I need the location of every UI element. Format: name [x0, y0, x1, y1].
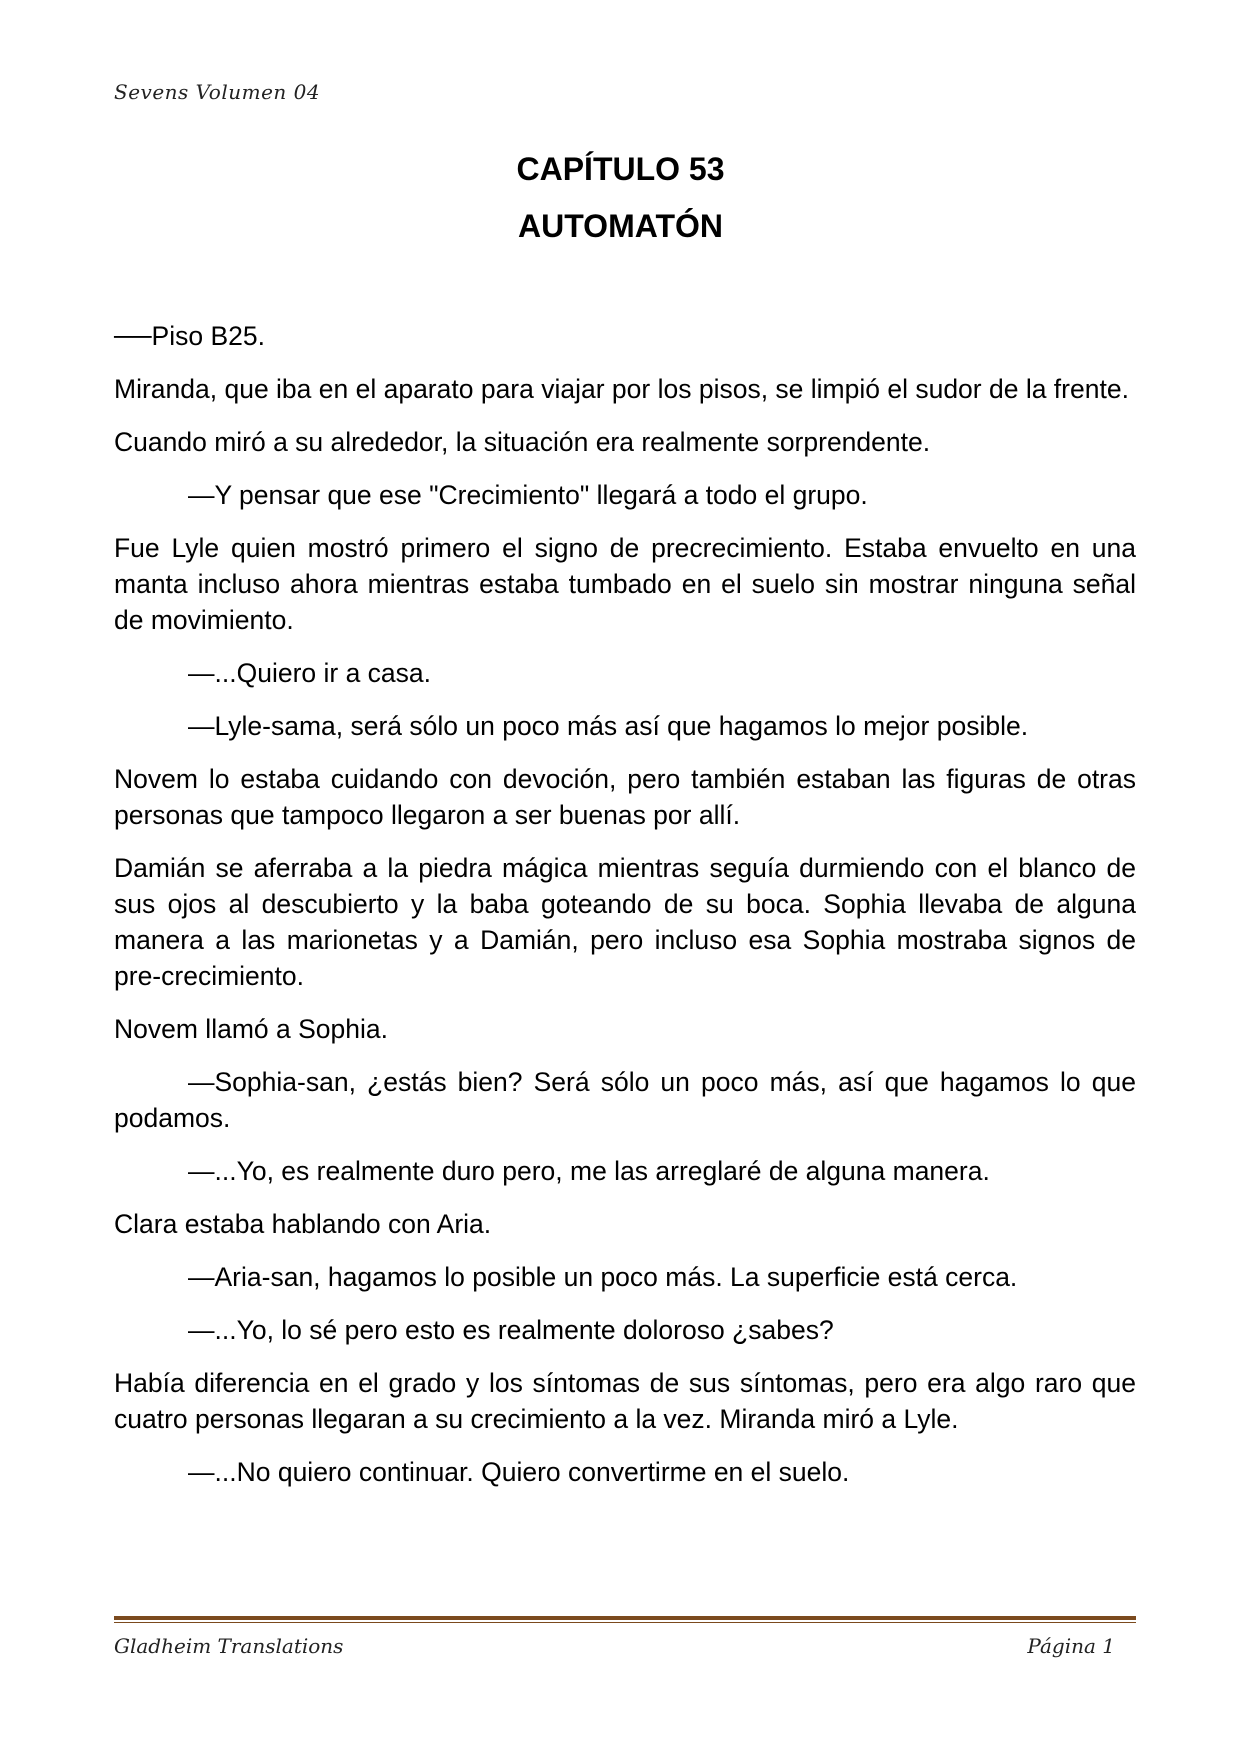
chapter-number: CAPÍTULO 53	[516, 151, 725, 187]
dialogue-line: —Lyle-sama, será sólo un poco más así que hagamos lo mejor posible.	[188, 711, 1029, 741]
dialogue-line: —...Quiero ir a casa.	[188, 658, 432, 688]
footer-divider-thick	[114, 1616, 1136, 1620]
paragraph: Clara estaba hablando con Aria.	[114, 1209, 492, 1239]
paragraph: Miranda, que iba en el aparato para viajar por los pisos, se limpió el sudor de la frente.	[114, 374, 1129, 404]
paragraph: ──Piso B25.	[114, 321, 265, 351]
chapter-title: AUTOMATÓN	[517, 208, 723, 244]
footer-divider-thin	[114, 1622, 1136, 1623]
dialogue-line: —Aria-san, hagamos lo posible un poco más. La superficie está cerca.	[188, 1262, 1018, 1292]
footer-credit: Gladheim Translations	[114, 1634, 344, 1658]
paragraph: Cuando miró a su alrededor, la situación era realmente sorprendente.	[114, 427, 931, 457]
paragraph: Damián se aferraba a la piedra mágica mientras seguía durmiendo con el blanco de sus ojos al descubierto y la baba goteando de su boca. Sophia llevaba de alguna manera a las marionetas y a Damián, pero incluso esa Sophia mostraba signos de pre-crecimiento.	[114, 853, 1136, 991]
paragraph: Había diferencia en el grado y los síntomas de sus síntomas, pero era algo raro que cuatro personas llegaran a su crecimiento a la vez. Miranda miró a Lyle.	[114, 1368, 1136, 1434]
dialogue-line: —...No quiero continuar. Quiero convertirme en el suelo.	[188, 1457, 850, 1487]
page-number: Página 1	[1027, 1634, 1115, 1658]
paragraph: Novem lo estaba cuidando con devoción, pero también estaban las figuras de otras personas que tampoco llegaron a ser buenas por allí.	[114, 764, 1136, 830]
running-header: Sevens Volumen 04	[114, 80, 321, 104]
footer-divider	[114, 1616, 1136, 1624]
dialogue-line: —Y pensar que ese "Crecimiento" llegará a todo el grupo.	[188, 480, 868, 510]
dialogue-line: —Sophia-san, ¿estás bien? Será sólo un poco más, así que hagamos lo que podamos.	[114, 1067, 1136, 1133]
dialogue-line: —...Yo, es realmente duro pero, me las arreglaré de alguna manera.	[188, 1156, 990, 1186]
paragraph: Novem llamó a Sophia.	[114, 1014, 388, 1044]
dialogue-line: —...Yo, lo sé pero esto es realmente doloroso ¿sabes?	[188, 1315, 834, 1345]
paragraph: Fue Lyle quien mostró primero el signo de precrecimiento. Estaba envuelto en una manta incluso ahora mientras estaba tumbado en el suelo sin mostrar ninguna señal de movimiento.	[114, 533, 1136, 635]
body-text	[114, 318, 1136, 1507]
